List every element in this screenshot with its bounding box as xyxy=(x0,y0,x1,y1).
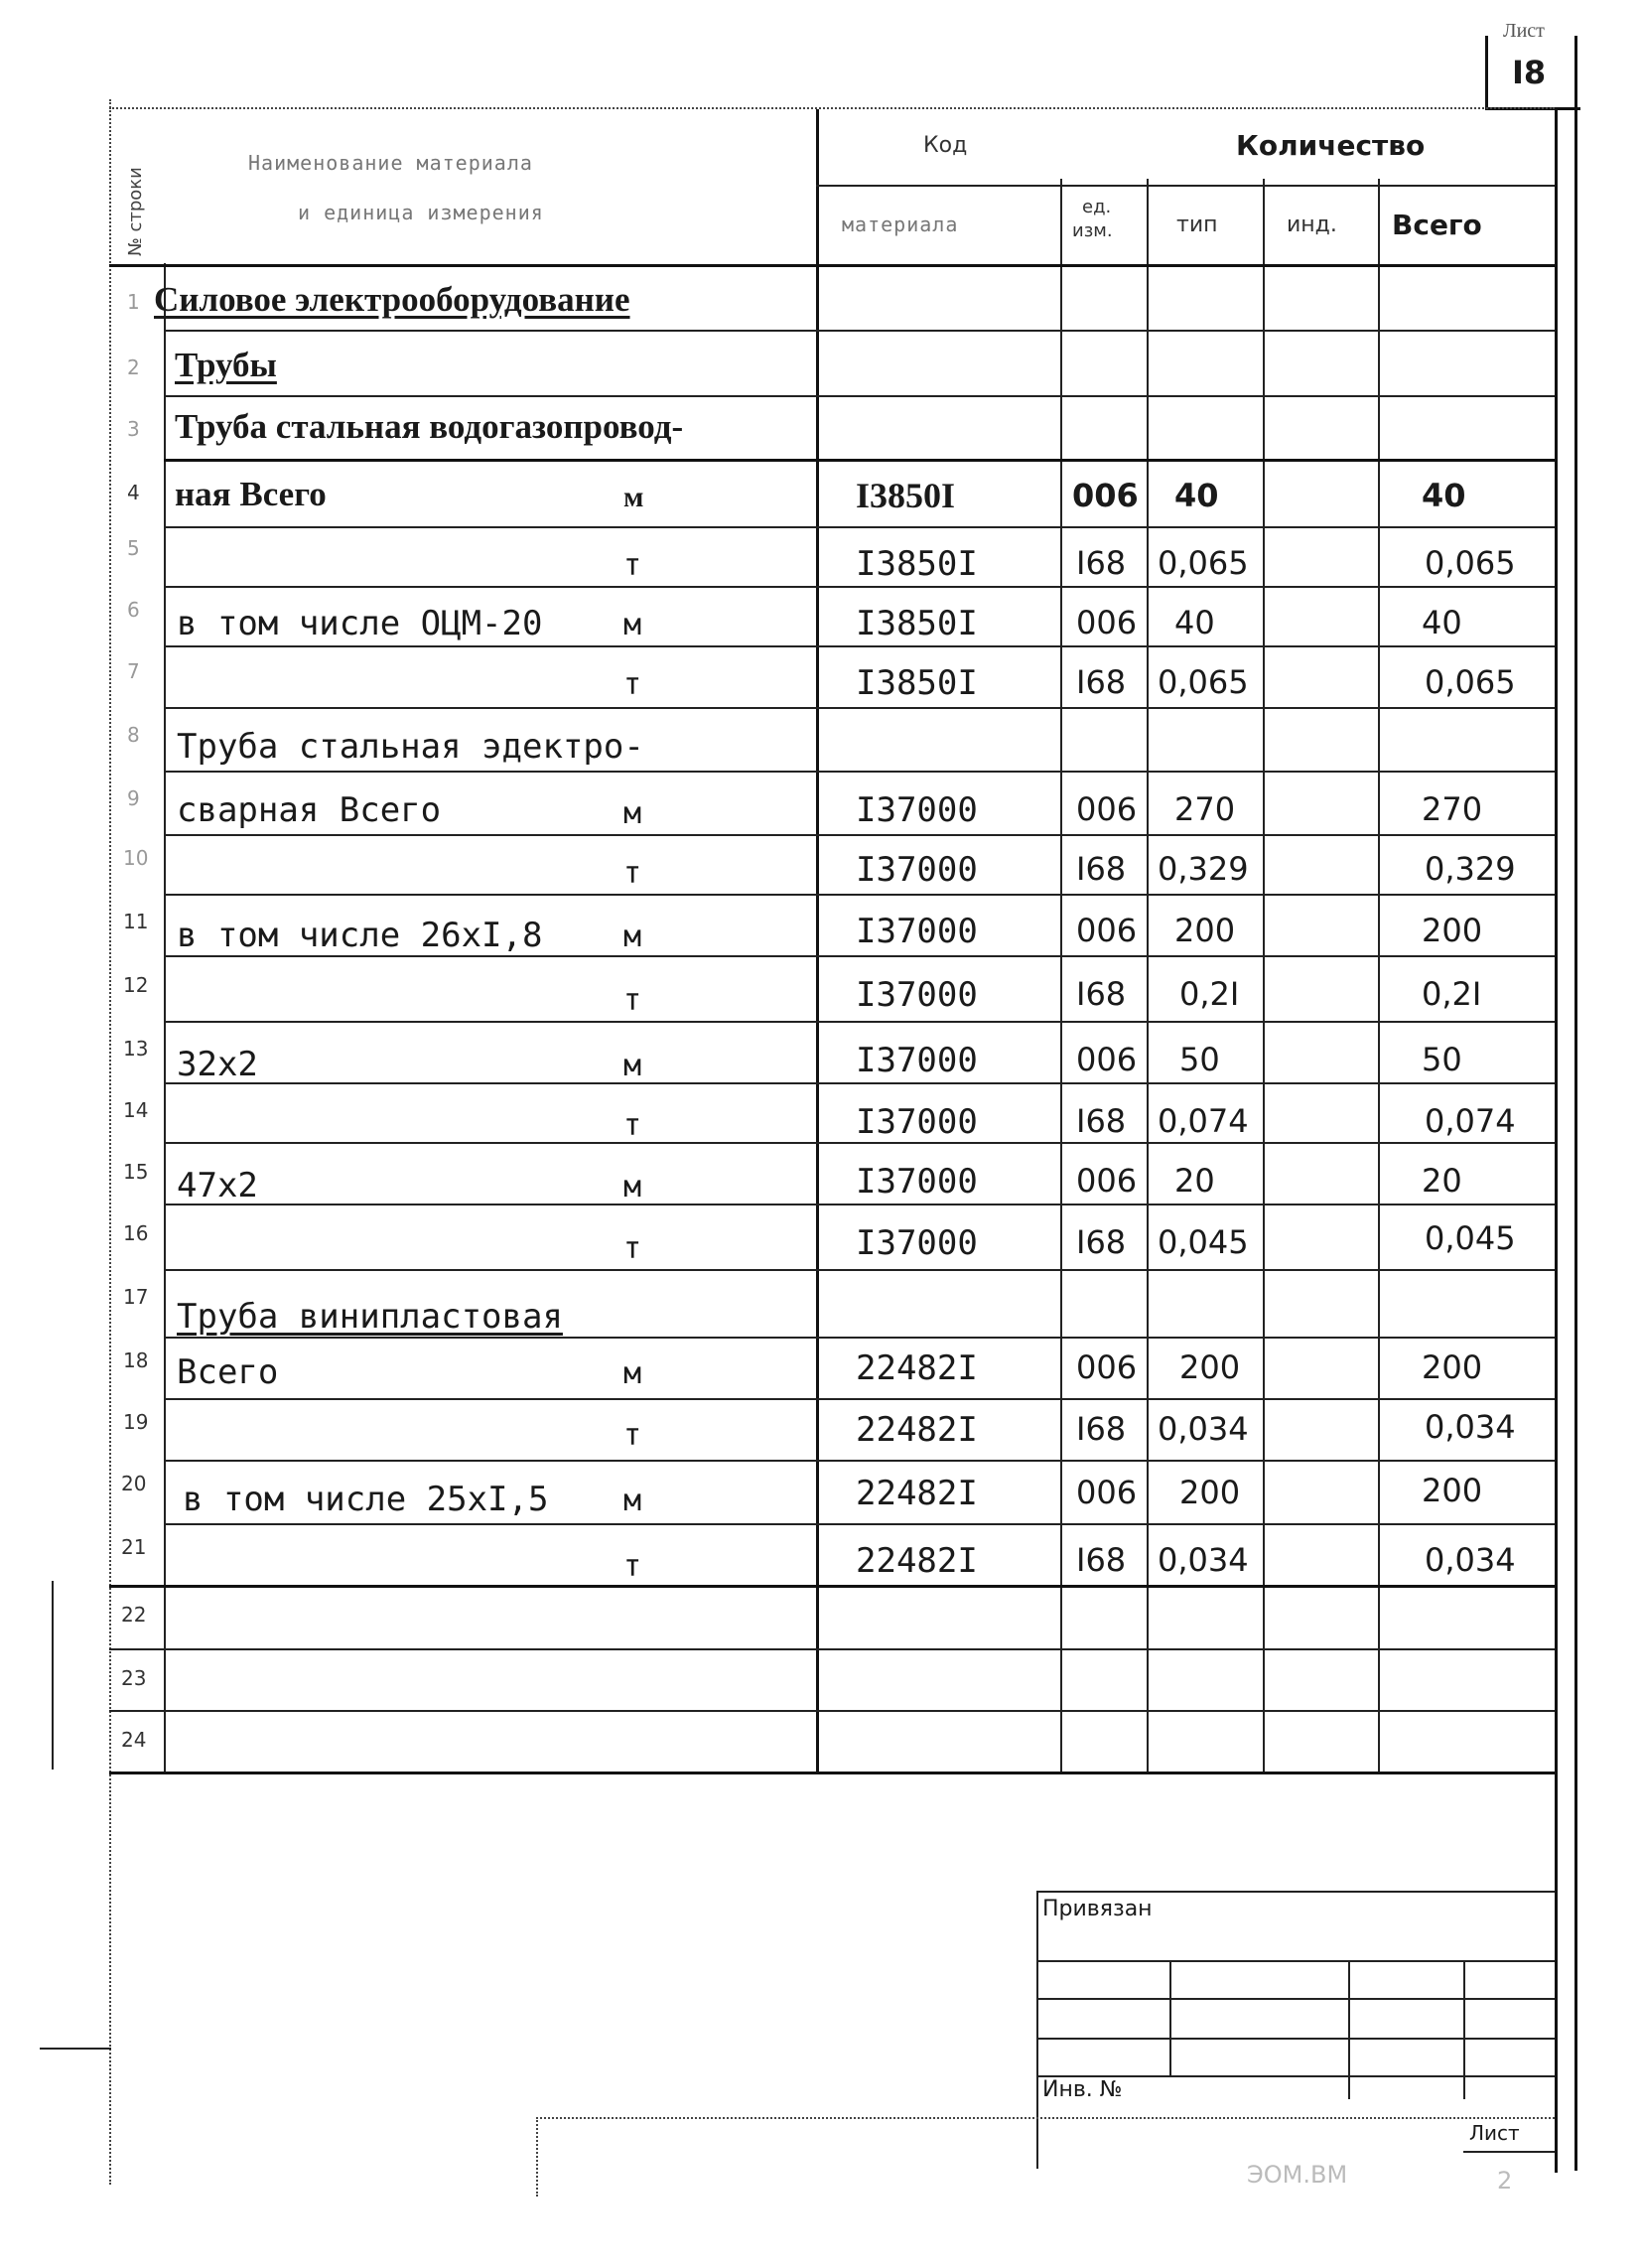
header-mid-line xyxy=(816,185,1555,187)
row-code: I37000 xyxy=(856,975,978,1015)
row-typ: 0,065 xyxy=(1158,544,1249,582)
row-total: 0,034 xyxy=(1425,1541,1516,1579)
stamp-page: 2 xyxy=(1497,2167,1513,2195)
row-name: Силовое электрооборудование xyxy=(154,280,630,319)
row-code: I3850I xyxy=(856,476,956,515)
row-typ: 0,034 xyxy=(1158,1541,1249,1579)
row-total: 0,329 xyxy=(1425,850,1516,888)
row-name: Труба винипластовая xyxy=(177,1297,563,1337)
stamp-doc-code: ЭОМ.ВМ xyxy=(1247,2161,1348,2189)
row-code: 22482I xyxy=(856,1348,978,1388)
header-top-line xyxy=(109,107,1555,109)
row-code: I37000 xyxy=(856,850,978,890)
stamp-bound: Привязан xyxy=(1042,1897,1153,1921)
row-number: 23 xyxy=(121,1666,147,1690)
header-bottom-line xyxy=(109,264,1555,267)
header-unit-2: изм. xyxy=(1072,220,1113,241)
stamp-line xyxy=(1463,1960,1465,2099)
row-line xyxy=(164,1523,1555,1525)
row-unit: м xyxy=(623,920,642,954)
row-number: 10 xyxy=(123,846,149,870)
row-number: 9 xyxy=(127,786,140,810)
row-unitcode: I68 xyxy=(1076,1541,1127,1579)
row-line xyxy=(164,771,1555,773)
row-code: 22482I xyxy=(856,1410,978,1450)
row-name: ная Всего xyxy=(175,475,327,513)
row-unitcode: 006 xyxy=(1072,477,1139,514)
row-unit: м xyxy=(623,481,644,513)
row-line xyxy=(164,1142,1555,1144)
row-number: 2 xyxy=(127,355,140,379)
row-total: 0,034 xyxy=(1425,1408,1516,1446)
header-quantity: Количество xyxy=(1236,129,1426,162)
row-code: I37000 xyxy=(856,1041,978,1080)
row-unitcode: I68 xyxy=(1076,663,1127,701)
row-code: I3850I xyxy=(856,663,978,703)
row-typ: 50 xyxy=(1179,1041,1220,1078)
row-typ: 200 xyxy=(1179,1474,1241,1511)
row-number: 1 xyxy=(127,290,140,314)
row-unitcode: I68 xyxy=(1076,544,1127,582)
row-typ: 0,2I xyxy=(1179,975,1240,1013)
row-name: в том числе 26хI,8 xyxy=(177,916,543,955)
row-unitcode: 006 xyxy=(1076,1162,1138,1200)
row-unit: т xyxy=(623,1108,642,1143)
stamp-line xyxy=(1036,1891,1555,1893)
row-typ: 0,034 xyxy=(1158,1410,1249,1448)
row-number: 19 xyxy=(123,1410,149,1434)
stamp-line xyxy=(1463,2151,1555,2153)
row-total: 200 xyxy=(1422,1348,1483,1386)
row-unitcode: I68 xyxy=(1076,850,1127,888)
row-name: 47х2 xyxy=(177,1166,258,1205)
row-unitcode: I68 xyxy=(1076,975,1127,1013)
row-unitcode: I68 xyxy=(1076,1102,1127,1140)
row-line xyxy=(164,834,1555,836)
row-number: 8 xyxy=(127,723,140,747)
row-unit: т xyxy=(623,548,642,583)
stamp-left-line xyxy=(536,2117,538,2197)
frame-left xyxy=(109,99,111,2185)
row-unitcode: 006 xyxy=(1076,1348,1138,1386)
row-number: 15 xyxy=(123,1160,149,1184)
margin-line-h xyxy=(40,2048,111,2050)
row-total: 0,074 xyxy=(1425,1102,1516,1140)
row-unit: т xyxy=(623,983,642,1018)
row-unitcode: 006 xyxy=(1076,912,1138,949)
row-line xyxy=(164,586,1555,588)
row-typ: 20 xyxy=(1174,1162,1215,1200)
row-line xyxy=(164,707,1555,709)
header-name-line1: Наименование материала xyxy=(248,151,533,175)
row-unit: м xyxy=(623,1356,642,1391)
row-unit: т xyxy=(623,667,642,702)
row-line xyxy=(164,1021,1555,1023)
row-code: I37000 xyxy=(856,912,978,951)
row-typ: 0,329 xyxy=(1158,850,1249,888)
stamp-line xyxy=(1036,1960,1555,1962)
header-typ: тип xyxy=(1176,213,1218,237)
row-line xyxy=(109,1648,1555,1650)
row-unitcode: I68 xyxy=(1076,1410,1127,1448)
row-line xyxy=(109,1585,1555,1588)
stamp-line xyxy=(1036,2038,1555,2040)
row-line xyxy=(164,1460,1555,1462)
row-number: 3 xyxy=(127,417,140,441)
row-number: 24 xyxy=(121,1728,147,1752)
row-code: I37000 xyxy=(856,1223,978,1263)
sheet-box-left xyxy=(1485,36,1488,109)
row-line xyxy=(164,459,1555,462)
row-typ: 0,065 xyxy=(1158,663,1249,701)
row-total: 0,045 xyxy=(1425,1219,1516,1257)
row-unitcode: 006 xyxy=(1076,604,1138,641)
frame-right xyxy=(1555,107,1558,2173)
row-code: 22482I xyxy=(856,1541,978,1581)
header-material: материала xyxy=(842,213,959,236)
row-typ: 40 xyxy=(1174,604,1215,641)
row-total: 200 xyxy=(1422,1472,1483,1509)
row-total: 0,065 xyxy=(1425,544,1516,582)
row-typ: 0,045 xyxy=(1158,1223,1249,1261)
row-number: 6 xyxy=(127,598,140,622)
row-total: 0,2I xyxy=(1422,975,1482,1013)
stamp-bottom-line xyxy=(536,2117,1555,2119)
col-line-rownum xyxy=(164,263,166,1772)
frame-outer-right xyxy=(1574,36,1577,2171)
row-number: 17 xyxy=(123,1285,149,1309)
row-line xyxy=(164,645,1555,647)
row-line xyxy=(164,1204,1555,1205)
row-name: в том числе 25хI,5 xyxy=(183,1480,549,1519)
col-line-total xyxy=(1378,179,1380,1772)
header-row-number: № строки xyxy=(125,167,146,256)
row-total: 40 xyxy=(1422,604,1462,641)
row-number: 18 xyxy=(123,1348,149,1372)
row-line xyxy=(164,330,1555,332)
row-number: 11 xyxy=(123,910,149,933)
row-line xyxy=(164,1082,1555,1084)
header-ind: инд. xyxy=(1287,213,1337,237)
row-unitcode: I68 xyxy=(1076,1223,1127,1261)
row-name: сварная Всего xyxy=(177,790,442,830)
row-code: I37000 xyxy=(856,790,978,830)
row-name: в том числе ОЦМ-20 xyxy=(177,604,543,643)
row-line xyxy=(109,1772,1555,1774)
row-line xyxy=(164,1398,1555,1400)
row-number: 21 xyxy=(121,1535,147,1559)
row-total: 270 xyxy=(1422,790,1483,828)
row-unit: м xyxy=(623,1049,642,1083)
row-number: 7 xyxy=(127,659,140,683)
row-unitcode: 006 xyxy=(1076,1041,1138,1078)
row-line xyxy=(164,1269,1555,1271)
header-unit-1: ед. xyxy=(1082,197,1112,217)
row-name: 32х2 xyxy=(177,1045,258,1084)
row-name: Труба стальная эдектро- xyxy=(177,727,644,767)
row-name: Трубы xyxy=(175,346,277,384)
row-number: 20 xyxy=(121,1472,147,1495)
header-code: Код xyxy=(923,133,968,158)
row-code: I3850I xyxy=(856,544,978,584)
stamp-line xyxy=(1169,1960,1171,2075)
row-unit: т xyxy=(623,856,642,891)
row-code: I37000 xyxy=(856,1102,978,1142)
row-total: 20 xyxy=(1422,1162,1462,1200)
row-line xyxy=(164,395,1555,397)
row-unit: м xyxy=(623,1170,642,1205)
row-unitcode: 006 xyxy=(1076,1474,1138,1511)
header-name-line2: и единица измерения xyxy=(298,201,544,224)
row-unit: м xyxy=(623,796,642,831)
row-number: 22 xyxy=(121,1603,147,1627)
col-line-ind xyxy=(1263,179,1265,1772)
row-unit: т xyxy=(623,1549,642,1584)
row-code: 22482I xyxy=(856,1474,978,1513)
row-unit: м xyxy=(623,1484,642,1518)
row-line xyxy=(164,894,1555,896)
row-typ: 270 xyxy=(1174,790,1236,828)
row-total: 50 xyxy=(1422,1041,1462,1078)
row-number: 5 xyxy=(127,536,140,560)
stamp-line xyxy=(1036,1891,1038,2169)
row-line xyxy=(109,1710,1555,1712)
stamp-line xyxy=(1348,1960,1350,2099)
row-line xyxy=(164,1337,1555,1339)
row-number: 13 xyxy=(123,1037,149,1061)
row-typ: 200 xyxy=(1174,912,1236,949)
row-line xyxy=(164,955,1555,957)
row-typ: 40 xyxy=(1174,477,1219,514)
row-number: 4 xyxy=(127,481,140,504)
row-number: 12 xyxy=(123,973,149,997)
row-typ: 0,074 xyxy=(1158,1102,1249,1140)
row-number: 14 xyxy=(123,1098,149,1122)
row-name: Труба стальная водогазопровод- xyxy=(175,407,684,446)
col-line-typ xyxy=(1147,179,1149,1772)
col-line-unit xyxy=(1060,179,1062,1772)
row-unit: м xyxy=(623,608,642,642)
row-unitcode: 006 xyxy=(1076,790,1138,828)
row-total: 0,065 xyxy=(1425,663,1516,701)
stamp-inv: Инв. № xyxy=(1042,2077,1123,2102)
row-code: I3850I xyxy=(856,604,978,643)
stamp-line xyxy=(1036,1998,1555,2000)
row-name: Всего xyxy=(177,1352,279,1392)
row-unit: т xyxy=(623,1231,642,1266)
row-total: 40 xyxy=(1422,477,1466,514)
sheet-number: I8 xyxy=(1512,54,1547,91)
row-unit: т xyxy=(623,1418,642,1453)
margin-line xyxy=(52,1581,54,1770)
row-number: 16 xyxy=(123,1221,149,1245)
row-line xyxy=(164,526,1555,528)
row-typ: 200 xyxy=(1179,1348,1241,1386)
sheet-label: Лист xyxy=(1503,20,1545,42)
row-code: I37000 xyxy=(856,1162,978,1202)
header-total: Всего xyxy=(1392,209,1482,241)
stamp-sheet: Лист xyxy=(1469,2121,1520,2145)
row-total: 200 xyxy=(1422,912,1483,949)
